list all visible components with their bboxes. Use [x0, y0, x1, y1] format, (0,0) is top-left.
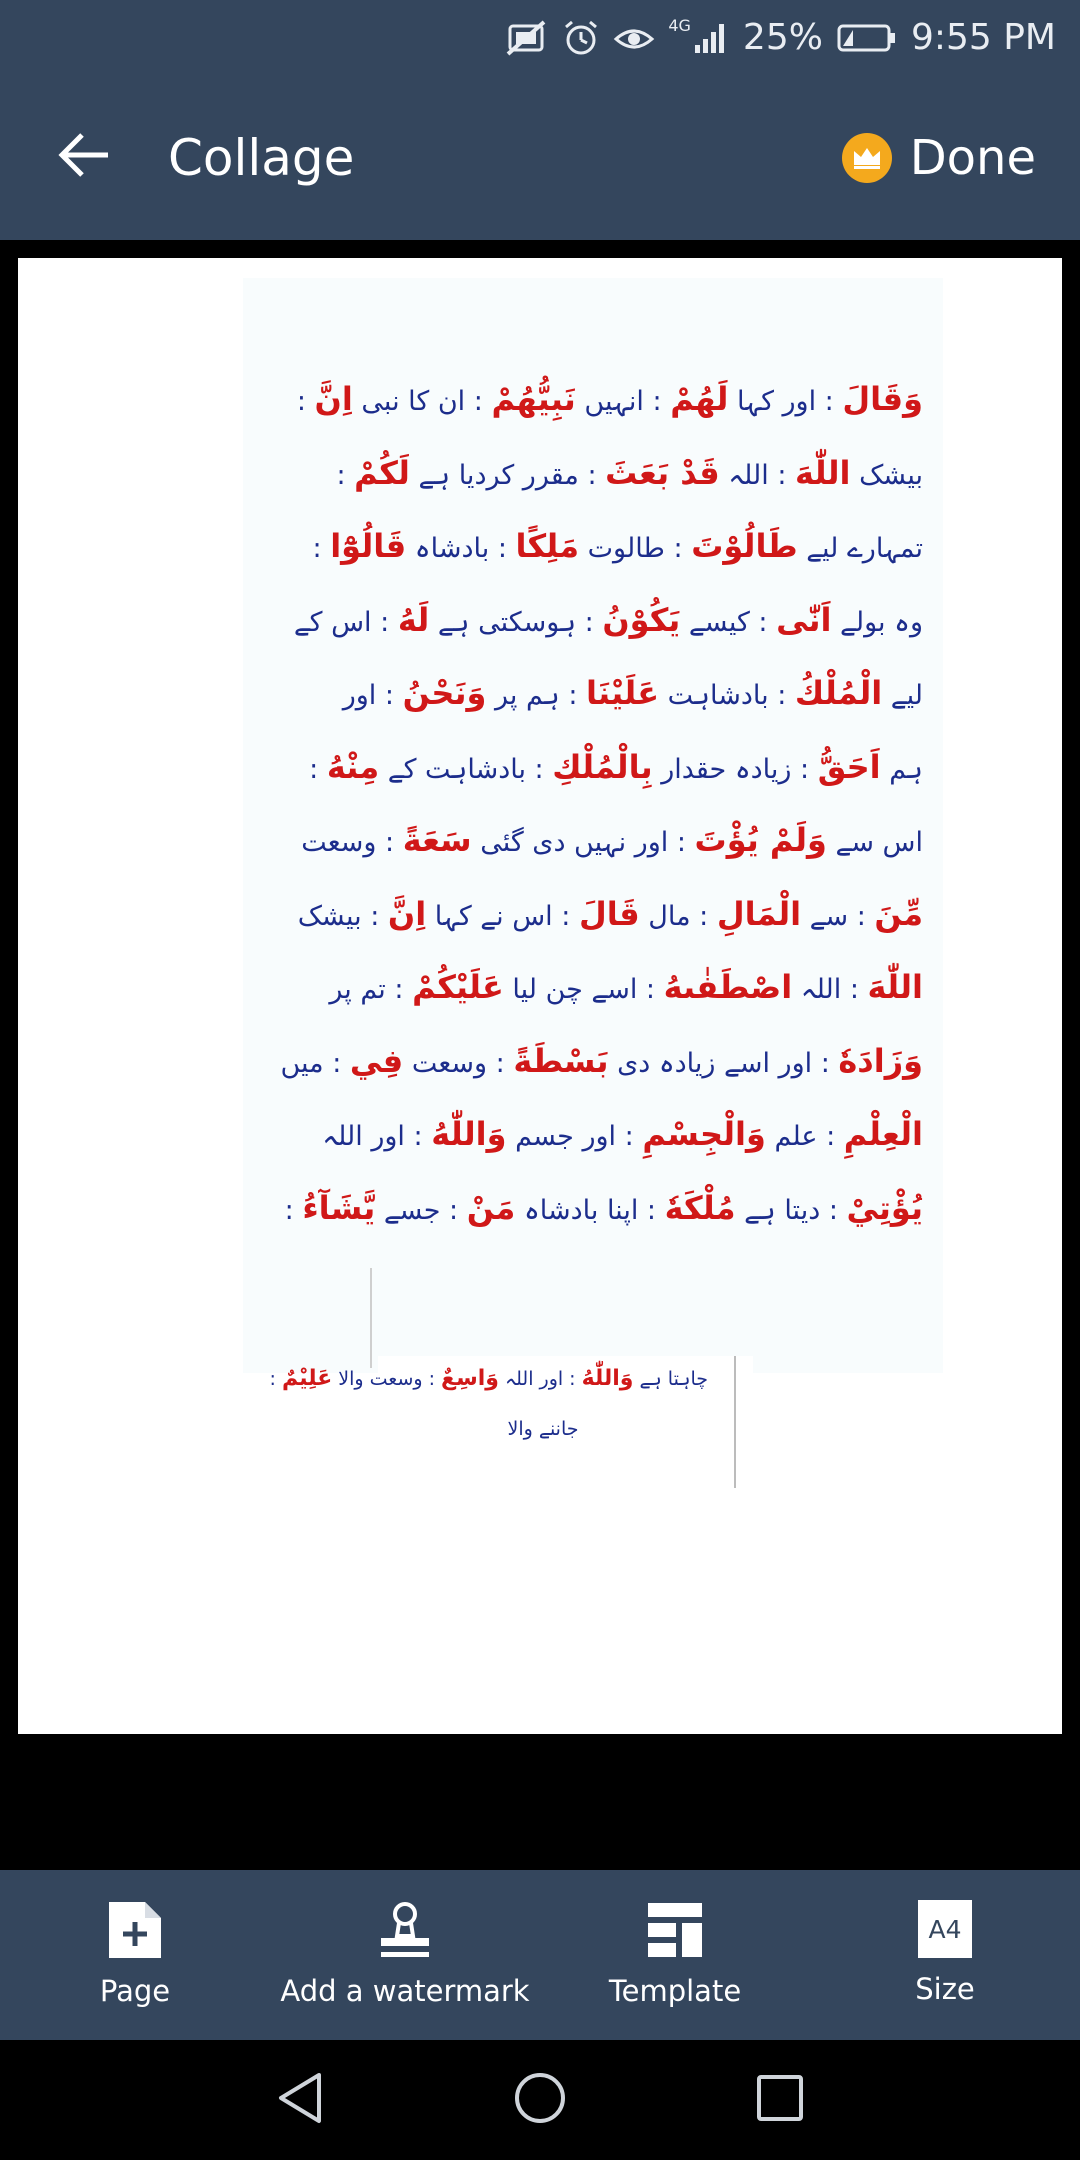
urdu-text-line [322, 1098, 923, 1172]
arabic-word: وَاللّٰهُ [431, 1115, 507, 1153]
arabic-word: قَدْ بَعَثَ [605, 453, 720, 492]
urdu-translation: : اپنا بادشاہ [523, 1194, 657, 1226]
stamp-icon [375, 1900, 435, 1960]
urdu-translation: بیشک [859, 459, 923, 491]
urdu-text-line [269, 1366, 708, 1391]
arabic-word: مَنْ [466, 1188, 516, 1227]
arabic-word: عَلِيْمٌ [282, 1366, 333, 1391]
size-icon [918, 1900, 972, 1958]
arabic-word: الْمَالِ [716, 894, 802, 933]
bottom-toolbar [0, 1870, 1080, 2040]
urdu-translation: : تم پر [329, 974, 404, 1005]
urdu-translation: : اس کے [293, 606, 390, 638]
arabic-word: وَاللّٰهُ [581, 1366, 634, 1391]
urdu-translation: جاننے والا [507, 1418, 579, 1440]
urdu-text-line [293, 584, 923, 658]
urdu-text-line [342, 657, 923, 731]
arabic-word: طَالُوْتَ [691, 527, 798, 565]
divider-line [370, 1268, 372, 1368]
urdu-translation: : اور اللہ [322, 1121, 423, 1152]
urdu-translation: : اور اللہ [504, 1368, 576, 1390]
template-button[interactable] [595, 1870, 755, 2040]
urdu-text-line [280, 1025, 923, 1099]
arabic-word: عَلَيْنَا [586, 674, 660, 712]
urdu-translation: : کیسے [688, 606, 768, 638]
arabic-word: مَلِكًا [515, 527, 580, 565]
arabic-word: لَهُمْ [670, 380, 729, 418]
urdu-translation: : سے [809, 900, 866, 932]
urdu-translation: : بادشاہت کے [387, 753, 544, 785]
arabic-word: اللّٰهَ [867, 968, 923, 1006]
arabic-word: اَنّٰى [776, 600, 832, 639]
back-triangle-icon [275, 2071, 325, 2129]
urdu-translation: وہ بولے [840, 606, 923, 638]
arabic-word: قَالُوْٓا [330, 527, 407, 565]
tool-label: Page [99, 1974, 171, 2008]
nav-back-button[interactable] [270, 2070, 330, 2130]
urdu-translation: : وسعت [411, 1047, 505, 1079]
arabic-word: فِي [349, 1041, 404, 1080]
urdu-text-block [280, 363, 923, 1245]
arabic-word: الْمُلْكُ [794, 674, 883, 712]
arabic-word: اِنَّ [387, 894, 427, 933]
urdu-text-line [296, 363, 923, 437]
urdu-translation: : اللہ [800, 974, 859, 1005]
size-button[interactable] [865, 1870, 1025, 2040]
urdu-text-line [336, 437, 923, 511]
urdu-translation: لیے [890, 680, 923, 711]
urdu-text-line [309, 731, 923, 805]
arabic-word: وَاسِعٌ [441, 1366, 499, 1391]
urdu-translation: : ہم پر [494, 680, 578, 711]
urdu-translation: ہم [889, 753, 923, 785]
add-watermark-button[interactable] [280, 1870, 530, 2040]
tool-label: Add a watermark [280, 1974, 530, 2008]
urdu-translation: چاہتا ہے [639, 1368, 708, 1390]
urdu-translation: تمہارے لیے [806, 533, 923, 564]
urdu-translation: : میں [280, 1047, 342, 1079]
arabic-word: قَالَ [578, 894, 640, 933]
size-icon-text: A4 [928, 1914, 962, 1944]
clock: 9:55 PM [910, 17, 1056, 58]
collage-image-small[interactable] [269, 1356, 753, 1486]
battery-percent: 25% [742, 17, 823, 58]
urdu-translation: اس سے [835, 827, 923, 858]
urdu-translation: : [269, 1368, 276, 1390]
urdu-translation: : طالوت [587, 533, 683, 564]
back-arrow-icon [56, 131, 112, 183]
arabic-word: نَبِيُّهُمْ [491, 380, 576, 418]
urdu-translation: : اسے چن لیا [512, 974, 656, 1005]
arabic-word: لَكُمْ [354, 453, 410, 492]
arabic-word: وَلَمْ يُؤْتَ [694, 821, 827, 859]
arabic-word: عَلَيْكُمْ [412, 968, 504, 1006]
arabic-word: اَحَقُّ [817, 747, 881, 786]
arabic-word: مِنْهُ [326, 747, 380, 786]
no-sim-icon [504, 18, 548, 58]
urdu-translation: : جسے [383, 1194, 459, 1226]
urdu-translation: : ہوسکتی ہے [437, 606, 594, 638]
arabic-word: يُؤْتِيْ [846, 1188, 923, 1227]
done-label: Done [909, 130, 1036, 186]
urdu-translation: : اور جسم [515, 1121, 634, 1152]
home-circle-icon [513, 2071, 567, 2129]
arabic-word: اللّٰهَ [795, 453, 851, 492]
arabic-word: بَسْطَةً [513, 1041, 609, 1080]
page-title: Collage [168, 129, 355, 187]
urdu-translation: : [336, 459, 346, 491]
urdu-translation: : بیشک [297, 900, 380, 932]
alarm-icon [562, 19, 600, 57]
urdu-translation: : وسعت والا [338, 1368, 435, 1390]
arabic-word: وَزَادَهٗ [838, 1041, 923, 1080]
arabic-word: يَكُوْنُ [602, 600, 681, 639]
urdu-text-line [297, 878, 923, 952]
arabic-word: وَقَالَ [842, 380, 923, 418]
back-button[interactable] [50, 123, 118, 191]
urdu-text-line [329, 951, 923, 1025]
urdu-translation: : مقرر کردیا ہے [418, 459, 597, 491]
arabic-word: اِنَّ [314, 380, 353, 418]
urdu-text-line [378, 1418, 708, 1440]
urdu-translation: : زیادہ حقدار [661, 753, 810, 785]
urdu-text-line [284, 1172, 923, 1246]
signal-icon [693, 21, 729, 55]
urdu-translation: : [284, 1194, 294, 1226]
template-icon [645, 1900, 705, 1960]
urdu-translation: : [309, 753, 319, 785]
urdu-translation: : انہیں [584, 386, 662, 417]
arabic-word: مُلْكَهٗ [664, 1188, 736, 1227]
arabic-word: وَالْجِسْمِ [642, 1115, 766, 1153]
divider-line [734, 1356, 736, 1488]
nav-home-button[interactable] [510, 2070, 570, 2130]
urdu-translation: : اور اسے زیادہ دی [617, 1047, 830, 1079]
arabic-word: مِّنَ [874, 894, 923, 933]
urdu-translation: : دیتا ہے [744, 1194, 838, 1226]
urdu-translation: : اللہ [728, 459, 787, 491]
status-bar [0, 0, 1080, 75]
arabic-word: بِالْمُلْكِ [552, 747, 653, 786]
urdu-translation: : اور [342, 680, 394, 711]
app-bar [0, 75, 1080, 240]
add-page-icon [105, 1900, 165, 1960]
status-icons [504, 10, 1056, 65]
arabic-word: الْعِلْمِ [843, 1115, 923, 1153]
crown-icon [842, 133, 892, 183]
arabic-word: لَهُ [397, 600, 430, 639]
collage-page[interactable] [18, 258, 1062, 1734]
arabic-word: وَنَحْنُ [402, 674, 487, 712]
system-nav-bar [0, 2040, 1080, 2160]
urdu-translation: : مال [648, 900, 709, 932]
urdu-text-line [312, 510, 923, 584]
arabic-word: اصْطَفٰىهُ [663, 968, 793, 1006]
network-type: 4G [668, 16, 691, 35]
urdu-translation: : علم [774, 1121, 836, 1152]
done-button[interactable] [842, 125, 1036, 191]
arabic-word: يَّشَآءُ [302, 1188, 376, 1227]
urdu-translation: : اور کہا [737, 386, 834, 417]
arabic-word: سَعَةً [402, 821, 472, 859]
urdu-text-line [301, 804, 923, 878]
urdu-translation: : [312, 533, 322, 564]
recents-square-icon [755, 2073, 805, 2127]
urdu-translation: : بادشاہت [667, 680, 787, 711]
urdu-translation: : اس نے کہا [434, 900, 571, 932]
tool-label: Template [608, 1974, 742, 2008]
urdu-translation: : [296, 386, 306, 417]
battery-icon [837, 23, 897, 53]
eye-icon [614, 21, 654, 55]
urdu-translation: : بادشاہ [414, 533, 507, 564]
collage-canvas [0, 240, 1080, 1870]
page-button[interactable] [55, 1870, 215, 2040]
nav-recents-button[interactable] [750, 2070, 810, 2130]
urdu-translation: : اور نہیں دی گئی [480, 827, 686, 858]
urdu-translation: : ان کا نبی [361, 386, 483, 417]
tool-label: Size [915, 1972, 975, 2006]
urdu-translation: : وسعت [301, 827, 395, 858]
